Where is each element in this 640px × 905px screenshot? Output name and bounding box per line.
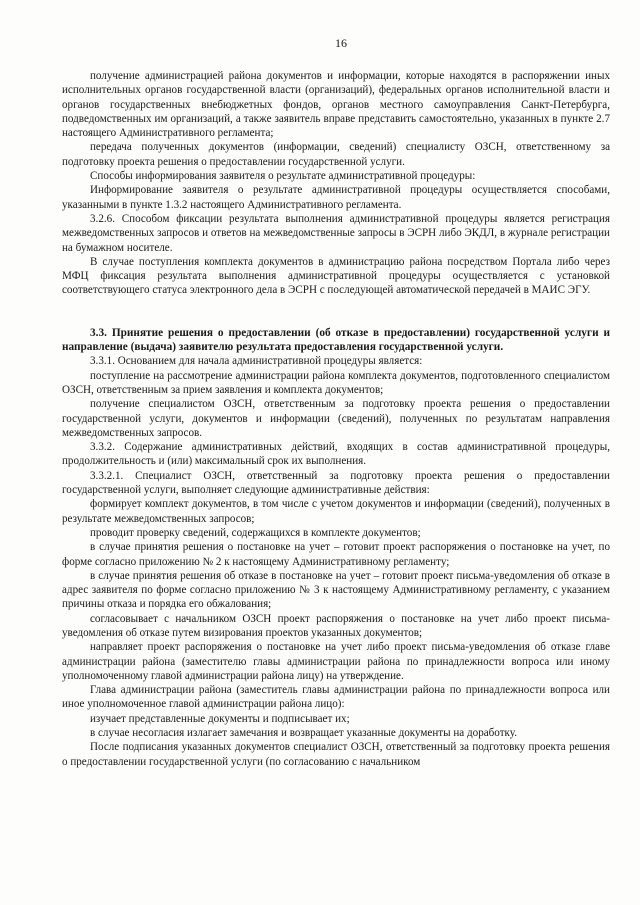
paragraph: получение специалистом ОЗСН, ответственным за подготовку проекта решения о предоставлении государственной услуги, документов и информации (сведений), полученных по результатам направления межведомственных запросов. xyxy=(62,398,610,439)
paragraph: в случае принятия решения об отказе в постановке на учет – готовит проект письма-уведомления об отказе в адрес заявителя по форме согласно приложению № 3 к настоящему Административному регламенту, с указанием причины отказа и порядка его обжалования; xyxy=(62,569,610,611)
paragraph: поступление на рассмотрение администрации района комплекта документов, подготовленного специалистом ОЗСН, ответственным за прием заявления и комплекта документов; xyxy=(62,369,610,396)
paragraph: Способы информирования заявителя о результате административной процедуры: xyxy=(90,170,476,183)
paragraph: получение администрацией района документов и информации, которые находятся в распоряжении иных исполнительных органов государственной власти (организаций), федеральных органов исполнительной власти и органов государственных внебюджетных фондов, органов местного самоуправления Санкт-Петербурга, подведомственных им организаций, а также заявитель вправе представить самостоятельно, указанных в пункте 2.7 настоящего Административного регламента; xyxy=(62,70,610,140)
paragraph: 3.3.2. Содержание административных действий, входящих в состав административной процедуры, продолжительность и (или) максимальный срок их выполнения. xyxy=(62,441,610,468)
paragraph: в случае несогласия излагает замечания и возвращает указанные документы на доработку. xyxy=(90,727,517,740)
paragraph: изучает представленные документы и подписывает их; xyxy=(90,712,350,725)
paragraph: направляет проект распоряжения о постановке на учет либо проект письма-уведомления об отказе главе администрации района (заместителю главы администрации района по принадлежности вопроса или иному уполномоченному главой администрации района лицу) на утверждение. xyxy=(62,641,610,682)
paragraph: 3.3.2.1. Специалист ОЗСН, ответственный за подготовку проекта решения о предоставлении государственной услуги, выполняет следующие административные действия: xyxy=(62,469,610,497)
paragraph: проводит проверку сведений, содержащихся в комплекте документов; xyxy=(90,526,421,539)
paragraph: В случае поступления комплекта документов в администрацию района посредством Портала либо через МФЦ фиксация результата выполнения административной процедуры осуществляется с установкой соответствующего статуса электронного дела в ЭСРН с последующей автоматической передачей в МАИС ЭГУ. xyxy=(62,255,610,297)
document-body xyxy=(62,69,610,769)
paragraph: формирует комплект документов, в том числе с учетом документов и информации (сведений), полученных в результате межведомственных запросов; xyxy=(62,498,610,525)
paragraph: передача полученных документов (информации, сведений) специалисту ОЗСН, ответственному за подготовку проекта решения о предоставлении государственной услуги. xyxy=(62,141,610,168)
paragraph: После подписания указанных документов специалист ОЗСН, ответственный за подготовку проекта решения о предоставлении государственной услуги (по согласованию с начальником xyxy=(62,741,610,768)
paragraph: в случае принятия решения о постановке на учет – готовит проект распоряжения о постановке на учет, по форме согласно приложению № 2 к настоящему Административному регламенту; xyxy=(62,541,610,568)
paragraph: Глава администрации района (заместитель главы администрации района по принадлежности вопроса или иное уполномоченное главой администрации района лицо): xyxy=(62,684,610,711)
page-number: 16 xyxy=(335,36,347,50)
section-heading: 3.3. Принятие решения о предоставлении (об отказе в предоставлении) государственной услуги и направление (выдача) заявителю результата предоставления государственной услуги. xyxy=(62,326,610,354)
paragraph: согласовывает с начальником ОЗСН проект распоряжения о постановке на учет либо проект письма-уведомления об отказе путем визирования проектов указанных документов; xyxy=(62,612,610,639)
paragraph: 3.3.1. Основанием для начала административной процедуры является: xyxy=(90,355,423,368)
paragraph: 3.2.6. Способом фиксации результата выполнения административной процедуры является регистрация межведомственных запросов и ответов на межведомственные запросы в ЭСРН либо ЭКДЛ, в журнале регистрации на бумажном носителе. xyxy=(62,212,610,254)
paragraph: Информирование заявителя о результате административной процедуры осуществляется способами, указанными в пункте 1.3.2 настоящего Административного регламента. xyxy=(62,184,610,211)
